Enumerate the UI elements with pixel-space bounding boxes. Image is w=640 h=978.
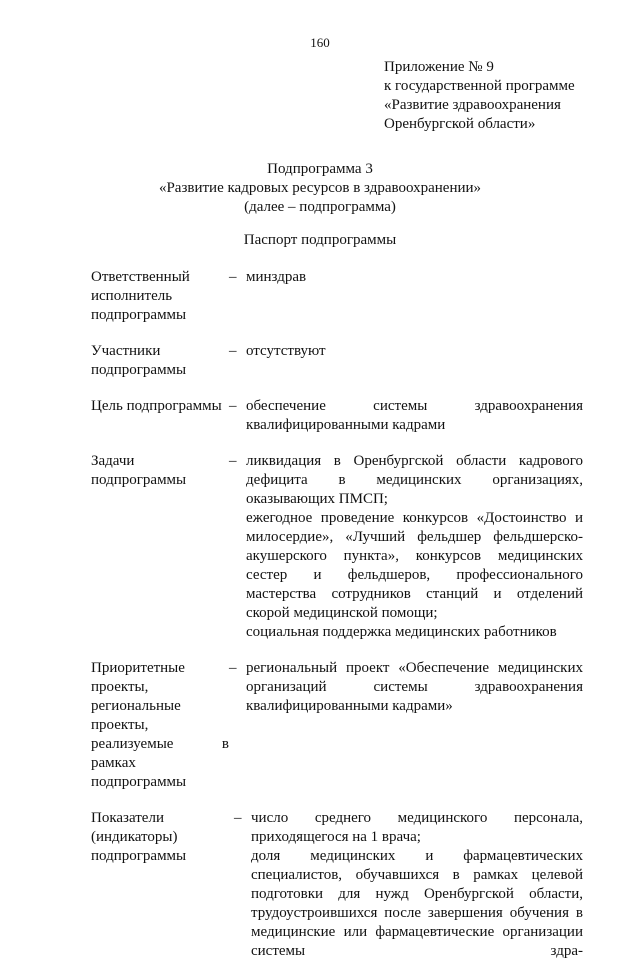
row-value (246, 342, 583, 380)
row-paragraph: ликвидация в Оренбургской области кадрового дефицита в медицинских организациях, оказывающих ПМСП; (246, 453, 583, 507)
row-label: Ответственный исполнитель подпрограммы (91, 269, 190, 323)
row-label: Цель подпрограммы (91, 398, 222, 414)
row-value (246, 397, 583, 435)
row-dash: – (229, 269, 237, 285)
row-label: Приоритетные проекты, региональные проекты, реализуемые в рамках подпрограммы (91, 660, 229, 790)
appendix-line: Оренбургской области» (384, 116, 536, 132)
appendix-line: «Развитие здравоохранения (384, 97, 561, 113)
appendix-line: Приложение № 9 (384, 59, 494, 75)
row-dash: – (229, 398, 237, 414)
row-value (246, 268, 583, 325)
row-label: Участники подпрограммы (91, 343, 187, 378)
page-number: 160 (310, 35, 330, 50)
row-dash: – (229, 343, 237, 359)
row-dash: – (229, 660, 237, 676)
row-label: Задачи подпрограммы (91, 453, 187, 488)
appendix-line: к государственной программе (384, 78, 575, 94)
row-dash: – (234, 810, 242, 826)
row-paragraph: отсутствуют (246, 343, 326, 359)
passport-table (0, 268, 640, 978)
row-label: Показатели (индикаторы) подпрограммы (91, 810, 187, 864)
subprogram-title-line: «Развитие кадровых ресурсов в здравоохранении» (158, 180, 482, 196)
row-paragraph: ежегодное проведение конкурсов «Достоинство и милосердие», «Лучший фельдшер фельдшерско-акушерского пункта», конкурсов медицинских сестер и фельдшеров, профессионального мастерства сотрудников станций и отделений скорой медицинской помощи; (246, 510, 583, 621)
passport-row-goal (0, 397, 640, 435)
appendix-block (384, 58, 575, 134)
passport-title: Паспорт подпрограммы (243, 232, 397, 248)
row-paragraph: минздрав (246, 269, 307, 285)
row-value (246, 452, 583, 642)
row-value (246, 659, 583, 792)
row-paragraph: доля медицинских и фармацевтических специалистов, обучавшихся в рамках целевой подготовки для нужд Оренбургской области, трудоустроившихся после завершения обучения в медицинские или фармацевтические организации системы здра- (251, 848, 583, 959)
subprogram-title-line: (далее – подпрограмма) (244, 199, 396, 215)
passport-row-participants (0, 342, 640, 380)
row-paragraph: обеспечение системы здравоохранения квалифицированными кадрами (246, 398, 583, 433)
passport-row-tasks (0, 452, 640, 642)
row-dash: – (229, 453, 237, 469)
passport-row-projects (0, 659, 640, 792)
passport-row-indicators (0, 809, 640, 961)
row-value (251, 809, 583, 961)
subprogram-title-line: Подпрограмма 3 (267, 161, 373, 177)
passport-row-responsible (0, 268, 640, 325)
row-paragraph: число среднего медицинского персонала, приходящегося на 1 врача; (251, 810, 583, 845)
row-paragraph: региональный проект «Обеспечение медицинских организаций системы здравоохранения квалифицированными кадрами» (246, 660, 583, 714)
row-paragraph: социальная поддержка медицинских работников (246, 624, 557, 640)
subprogram-title (0, 160, 640, 217)
